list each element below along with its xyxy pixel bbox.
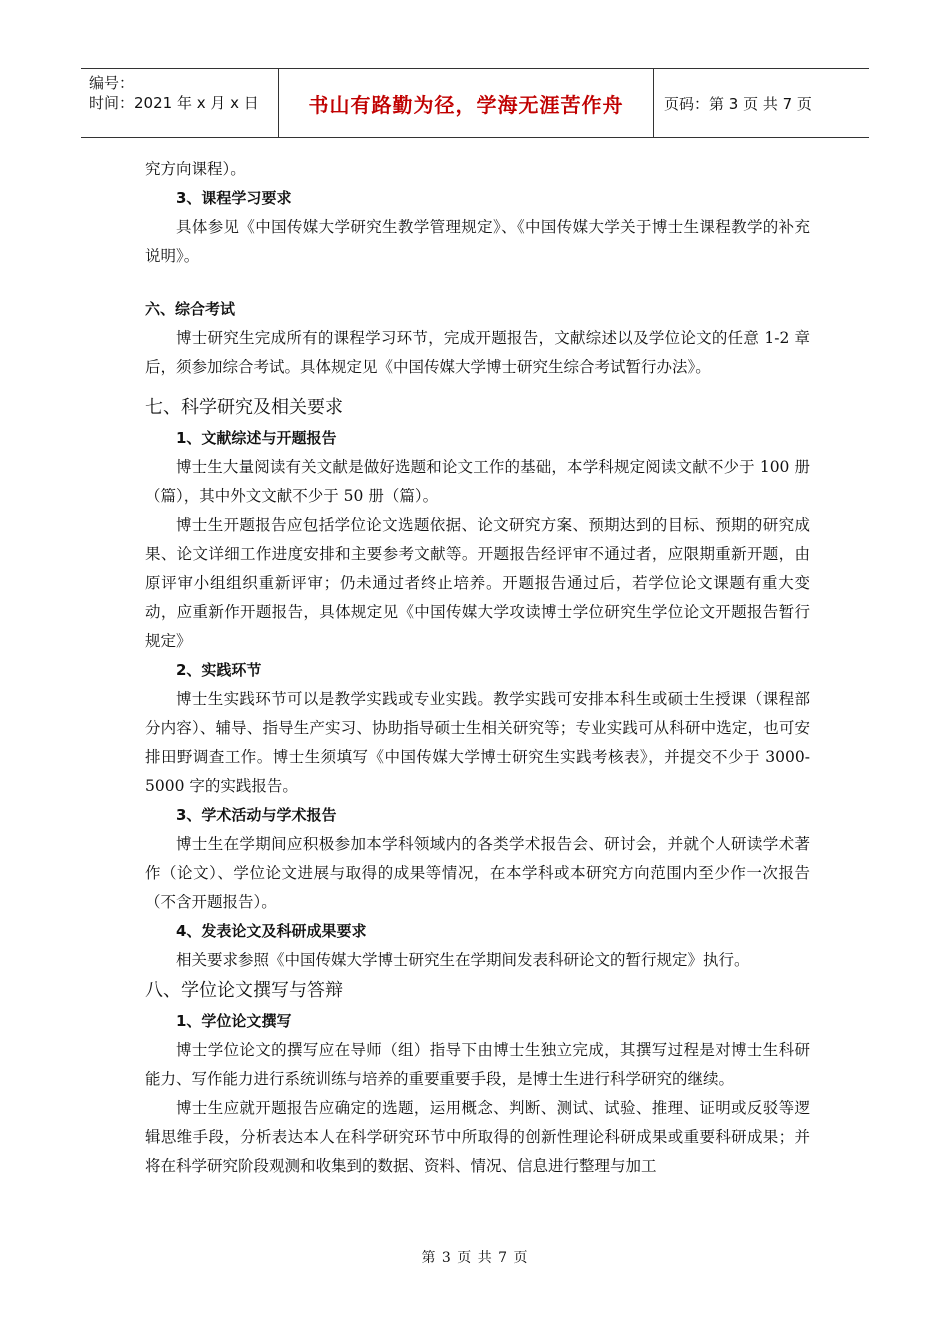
header-meta <box>81 69 279 137</box>
paragraph: 博士生大量阅读有关文献是做好选题和论文工作的基础，本学科规定阅读文献不少于 100 册（篇），其中外文文献不少于 50 册（篇）。 <box>145 458 810 505</box>
subsection-title: 1、文献综述与开题报告 <box>176 429 337 447</box>
header-motto: 书山有路勤为径，学海无涯苦作舟 <box>279 69 654 137</box>
section-title: 七、科学研究及相关要求 <box>145 397 343 418</box>
paragraph: 博士生开题报告应包括学位论文选题依据、论文研究方案、预期达到的目标、预期的研究成果、论文详细工作进度安排和主要参考文献等。开题报告经评审不通过者，应限期重新开题，由原评审小组组织重新评审；仍未通过者终止培养。开题报告通过后，若学位论文课题有重大变动，应重新作开题报告，具体规定见《中国传媒大学攻读博士学位研究生学位论文开题报告暂行规定》 <box>145 516 810 650</box>
paragraph: 博士学位论文的撰写应在导师（组）指导下由博士生独立完成，其撰写过程是对博士生科研能力、写作能力进行系统训练与培养的重要重要手段，是博士生进行科学研究的继续。 <box>145 1041 810 1088</box>
document-body <box>145 155 810 1181</box>
section-title: 八、学位论文撰写与答辩 <box>145 980 343 1001</box>
paragraph: 博士生实践环节可以是教学实践或专业实践。教学实践可安排本科生或硕士生授课（课程部分内容）、辅导、指导生产实习、协助指导硕士生相关研究等；专业实践可从科研中选定，也可安排田野调查工作。博士生须填写《中国传媒大学博士研究生实践考核表》，并提交不少于 3000-5000 字的实践报告。 <box>145 690 810 795</box>
section-title: 六、综合考试 <box>145 300 236 318</box>
header-number: 编号： <box>89 74 135 92</box>
subsection-title: 1、学位论文撰写 <box>176 1012 292 1030</box>
subsection-title: 2、实践环节 <box>176 661 262 679</box>
subsection-title: 3、学术活动与学术报告 <box>176 806 337 824</box>
paragraph: 博士生应就开题报告应确定的选题，运用概念、判断、测试、试验、推理、证明或反驳等逻辑思维手段，分析表达本人在科学研究环节中所取得的创新性理论科研成果或重要科研成果；并将在科学研究阶段观测和收集到的数据、资料、情况、信息进行整理与加工 <box>145 1099 810 1175</box>
page-header <box>81 68 869 138</box>
paragraph: 博士生在学期间应积极参加本学科领域内的各类学术报告会、研讨会，并就个人研读学术著作（论文）、学位论文进展与取得的成果等情况，在本学科或本研究方向范围内至少作一次报告（不含开题报告）。 <box>145 835 810 911</box>
subsection-title: 3、课程学习要求 <box>176 189 292 207</box>
paragraph: 究方向课程）。 <box>145 160 246 178</box>
header-page-number: 页码：第 3 页 共 7 页 <box>664 94 812 113</box>
header-date: 时间：2021 年 x 月 x 日 <box>89 94 259 112</box>
paragraph: 博士研究生完成所有的课程学习环节，完成开题报告，文献综述以及学位论文的任意 1-2 章后，须参加综合考试。具体规定见《中国传媒大学博士研究生综合考试暂行办法》。 <box>145 329 810 376</box>
page-footer: 第 3 页 共 7 页 <box>421 1250 529 1266</box>
paragraph: 具体参见《中国传媒大学研究生教学管理规定》、《中国传媒大学关于博士生课程教学的补充说明》。 <box>145 218 810 265</box>
subsection-title: 4、发表论文及科研成果要求 <box>176 922 367 940</box>
paragraph: 相关要求参照《中国传媒大学博士研究生在学期间发表科研论文的暂行规定》执行。 <box>176 951 750 969</box>
